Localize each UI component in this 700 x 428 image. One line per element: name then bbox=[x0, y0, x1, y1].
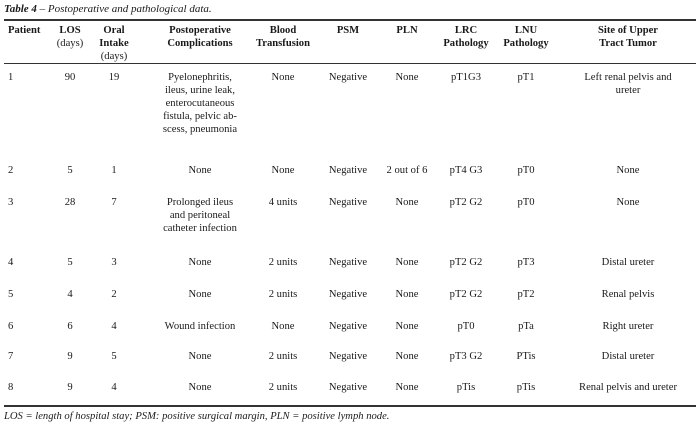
cell-psm: Negative bbox=[328, 197, 368, 208]
header-label: Blood Transfusion bbox=[256, 25, 310, 49]
cell-lrc-pathology: pT0 bbox=[457, 321, 475, 332]
cell-complications: Wound infection bbox=[164, 321, 236, 332]
header-rule bbox=[4, 63, 696, 64]
cell-psm: Negative bbox=[328, 165, 368, 176]
header-label: Site of Upper Tract Tumor bbox=[597, 25, 659, 49]
cell-blood-transfusion: None bbox=[271, 321, 295, 332]
cell-blood-transfusion: 2 units bbox=[268, 289, 298, 300]
cell-lnu-pathology: pT0 bbox=[517, 197, 535, 208]
cell-upper-tract-site: None bbox=[616, 165, 640, 176]
cell-lrc-pathology: pT4 G3 bbox=[449, 165, 483, 176]
cell-upper-tract-site: None bbox=[616, 197, 640, 208]
cell-blood-transfusion: 2 units bbox=[268, 257, 298, 268]
cell-lrc-pathology: pT3 G2 bbox=[449, 351, 483, 362]
cell-pln: None bbox=[395, 382, 419, 393]
cell-pln: None bbox=[395, 72, 419, 83]
cell-psm: Negative bbox=[328, 257, 368, 268]
cell-upper-tract-site: Distal ureter bbox=[601, 257, 655, 268]
cell-lnu-pathology: pT3 bbox=[517, 257, 535, 268]
header-lnu-pathology bbox=[498, 24, 554, 50]
header-label: PSM bbox=[336, 25, 360, 36]
cell-los: 5 bbox=[67, 165, 73, 176]
cell-patient: 2 bbox=[8, 165, 14, 176]
cell-los: 90 bbox=[64, 72, 76, 83]
cell-patient: 3 bbox=[8, 197, 14, 208]
cell-blood-transfusion: 2 units bbox=[268, 351, 298, 362]
cell-complications: None bbox=[188, 165, 212, 176]
table-footnote: LOS = length of hospital stay; PSM: positive surgical margin, PLN = positive lymph node. bbox=[4, 411, 390, 422]
bottom-rule bbox=[4, 405, 696, 407]
header-unit: (days) bbox=[56, 38, 84, 49]
header-lrc-pathology bbox=[438, 24, 494, 50]
cell-oral-intake: 7 bbox=[111, 197, 117, 208]
cell-psm: Negative bbox=[328, 382, 368, 393]
cell-upper-tract-site: Renal pelvis and ureter bbox=[579, 382, 677, 393]
cell-patient: 5 bbox=[8, 289, 14, 300]
cell-complications: None bbox=[188, 351, 212, 362]
header-upper-tract-site bbox=[560, 24, 696, 50]
cell-oral-intake: 4 bbox=[111, 321, 117, 332]
header-label: LOS bbox=[59, 25, 81, 36]
cell-complications: Pyelonephritis, ileus, urine leak, enterocutaneous fistula, pelvic ab- scess, pneumonia bbox=[162, 72, 238, 135]
cell-lrc-pathology: pT2 G2 bbox=[449, 197, 483, 208]
cell-complications: None bbox=[188, 382, 212, 393]
header-complications bbox=[142, 24, 258, 50]
top-rule bbox=[4, 19, 696, 21]
cell-pln: None bbox=[395, 351, 419, 362]
cell-lrc-pathology: pT2 G2 bbox=[449, 289, 483, 300]
cell-complications: None bbox=[188, 257, 212, 268]
cell-lnu-pathology: pT0 bbox=[517, 165, 535, 176]
cell-oral-intake: 19 bbox=[108, 72, 120, 83]
cell-oral-intake: 2 bbox=[111, 289, 117, 300]
cell-pln: None bbox=[395, 197, 419, 208]
header-oral-intake bbox=[94, 24, 134, 63]
cell-lnu-pathology: pT1 bbox=[517, 72, 535, 83]
cell-patient: 6 bbox=[8, 321, 14, 332]
header-blood-transfusion bbox=[252, 24, 314, 50]
header-label: Postoperative Complications bbox=[167, 25, 233, 49]
cell-upper-tract-site: Renal pelvis bbox=[601, 289, 655, 300]
cell-blood-transfusion: None bbox=[271, 72, 295, 83]
cell-lnu-pathology: pT2 bbox=[517, 289, 535, 300]
table-caption bbox=[4, 3, 212, 15]
cell-oral-intake: 4 bbox=[111, 382, 117, 393]
cell-psm: Negative bbox=[328, 289, 368, 300]
cell-pln: None bbox=[395, 257, 419, 268]
cell-los: 9 bbox=[67, 351, 73, 362]
cell-los: 9 bbox=[67, 382, 73, 393]
cell-pln: None bbox=[395, 321, 419, 332]
cell-lrc-pathology: pT1G3 bbox=[450, 72, 481, 83]
cell-patient: 1 bbox=[8, 72, 14, 83]
cell-upper-tract-site: Distal ureter bbox=[601, 351, 655, 362]
cell-lnu-pathology: PTis bbox=[516, 351, 536, 362]
cell-los: 6 bbox=[67, 321, 73, 332]
cell-upper-tract-site: Right ureter bbox=[602, 321, 654, 332]
cell-blood-transfusion: 2 units bbox=[268, 382, 298, 393]
cell-psm: Negative bbox=[328, 72, 368, 83]
cell-psm: Negative bbox=[328, 351, 368, 362]
cell-los: 28 bbox=[64, 197, 76, 208]
cell-blood-transfusion: None bbox=[271, 165, 295, 176]
cell-oral-intake: 3 bbox=[111, 257, 117, 268]
cell-complications: None bbox=[188, 289, 212, 300]
cell-complications: Prolonged ileus and peritoneal catheter infection bbox=[163, 197, 237, 234]
cell-lrc-pathology: pT2 G2 bbox=[449, 257, 483, 268]
table-label: Table 4 bbox=[4, 3, 37, 15]
cell-patient: 7 bbox=[8, 351, 14, 362]
cell-oral-intake: 5 bbox=[111, 351, 117, 362]
cell-patient: 8 bbox=[8, 382, 14, 393]
header-label: LRC Pathology bbox=[443, 25, 489, 49]
cell-psm: Negative bbox=[328, 321, 368, 332]
cell-lnu-pathology: pTa bbox=[518, 321, 534, 332]
header-pln bbox=[382, 24, 432, 37]
header-patient bbox=[8, 24, 54, 37]
cell-lrc-pathology: pTis bbox=[456, 382, 476, 393]
cell-lnu-pathology: pTis bbox=[516, 382, 536, 393]
header-label: Patient bbox=[8, 25, 41, 36]
header-psm bbox=[318, 24, 378, 37]
cell-patient: 4 bbox=[8, 257, 14, 268]
cell-los: 5 bbox=[67, 257, 73, 268]
cell-upper-tract-site: Left renal pelvis and ureter bbox=[584, 72, 672, 96]
table-title: – Postoperative and pathological data. bbox=[36, 3, 212, 15]
cell-los: 4 bbox=[67, 289, 73, 300]
header-los bbox=[54, 24, 86, 50]
header-label: PLN bbox=[396, 25, 418, 36]
cell-pln: None bbox=[395, 289, 419, 300]
header-unit: (days) bbox=[100, 51, 128, 62]
header-label: LNU Pathology bbox=[503, 25, 549, 49]
cell-blood-transfusion: 4 units bbox=[268, 197, 298, 208]
cell-pln: 2 out of 6 bbox=[386, 165, 428, 176]
header-label: Oral Intake bbox=[99, 25, 129, 49]
cell-oral-intake: 1 bbox=[111, 165, 117, 176]
